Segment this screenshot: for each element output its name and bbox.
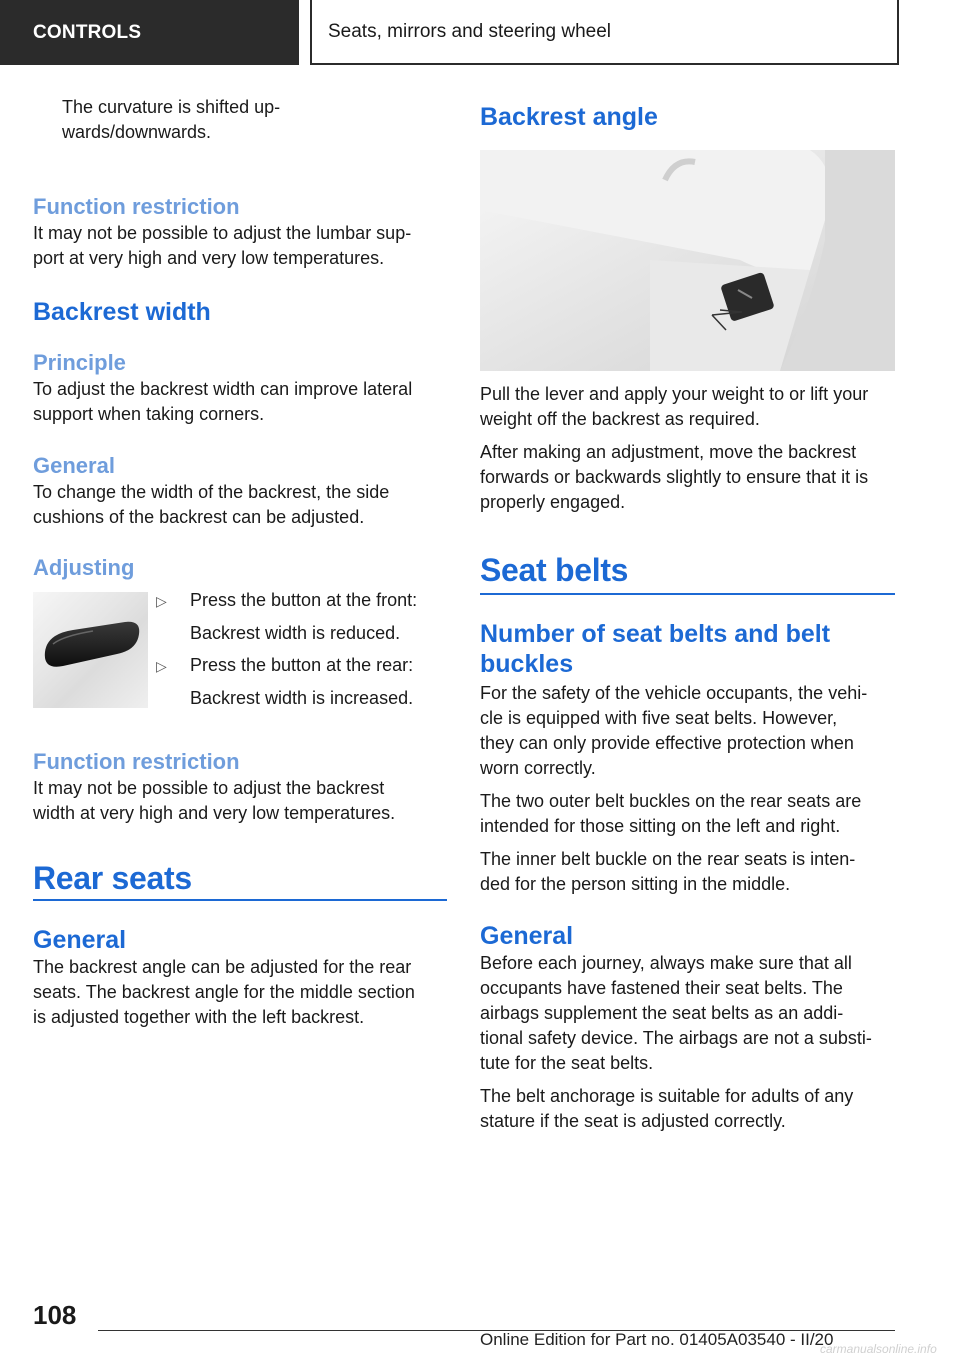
bullet-action: Press the button at the front: (190, 590, 418, 610)
page-number: 108 (33, 1300, 77, 1330)
header-chapter-tab (310, 0, 899, 65)
function-restriction-heading: Function restriction (33, 194, 240, 219)
watermark: carmanualsonline.info (820, 1342, 937, 1356)
rear-seats-general-text: The backrest angle can be adjusted for the rear seats. The backrest angle for the middle section is adjusted together with the left backrest. (33, 957, 415, 1027)
backrest-lever-illustration (480, 150, 895, 371)
intro-text: The curvature is shifted up- wards/downwards. (62, 97, 281, 142)
left-column (33, 95, 447, 1030)
seat-belts-general-heading: General (480, 922, 574, 950)
number-of-belts-text-1: For the safety of the vehicle occupants, the vehi- cle is equipped with five seat belts. However, they can only provide effective protection when worn correctly. (480, 683, 868, 778)
header-section-label: CONTROLS (33, 21, 142, 43)
principle-text: To adjust the backrest width can improve lateral support when taking corners. (33, 379, 413, 424)
rear-seats-general-heading: General (33, 926, 127, 954)
bullet-triangle-icon: ▷ (156, 658, 167, 674)
general-heading: General (33, 453, 115, 478)
function-restriction-2-text: It may not be possible to adjust the backrest width at very high and very low temperatures. (33, 778, 396, 823)
backrest-width-heading: Backrest width (33, 298, 211, 326)
seat-belts-general-text-1: Before each journey, always make sure that all occupants have fastened their seat belts. The airbags supplement the seat belts as an addi- tional safety device. The airbags are not a substi- tute for the seat belts. (480, 953, 872, 1073)
bullet-result-row (156, 621, 417, 646)
header-section-tab (0, 0, 299, 65)
backrest-angle-text-1: Pull the lever and apply your weight to or lift your weight off the backrest as required. (480, 384, 869, 429)
backrest-width-button-image (33, 592, 148, 708)
bullet-result: Backrest width is increased. (190, 688, 414, 708)
footer-edition: Online Edition for Part no. 01405A03540 - II/20 (480, 1330, 834, 1349)
seat-belts-heading: Seat belts (480, 552, 629, 588)
bullet-result: Backrest width is reduced. (190, 623, 401, 643)
backrest-angle-image (480, 150, 895, 371)
adjusting-heading: Adjusting (33, 555, 135, 580)
principle-heading: Principle (33, 350, 126, 375)
bullet-triangle-icon: ▷ (156, 593, 167, 609)
number-of-belts-text-3: The inner belt buckle on the rear seats is inten- ded for the person sitting in the middle. (480, 849, 856, 894)
adjusting-bullets (156, 588, 417, 711)
general-text: To change the width of the backrest, the side cushions of the backrest can be adjusted. (33, 482, 390, 527)
bullet-result-row (156, 686, 417, 711)
header-chapter-label: Seats, mirrors and steering wheel (328, 20, 612, 42)
bullet-action: Press the button at the rear: (190, 655, 414, 675)
bullet-item (156, 588, 417, 614)
right-column (480, 95, 895, 1134)
number-of-belts-text-2: The two outer belt buckles on the rear seats are intended for those sitting on the left and right. (480, 791, 862, 836)
function-restriction-text: It may not be possible to adjust the lumbar sup- port at very high and very low temperatures. (33, 223, 412, 268)
seat-belts-general-text-2: The belt anchorage is suitable for adults of any stature if the seat is adjusted correctly. (480, 1086, 854, 1131)
backrest-angle-text-2: After making an adjustment, move the backrest forwards or backwards slightly to ensure that it is properly engaged. (480, 442, 869, 512)
number-of-belts-heading: Number of seat belts and belt buckles (480, 620, 831, 678)
backrest-angle-heading: Backrest angle (480, 103, 658, 131)
rear-seats-heading: Rear seats (33, 860, 192, 896)
adjusting-block (33, 588, 447, 711)
function-restriction-2-heading: Function restriction (33, 749, 240, 774)
backrest-width-button-illustration (33, 592, 148, 708)
bullet-item (156, 653, 417, 679)
